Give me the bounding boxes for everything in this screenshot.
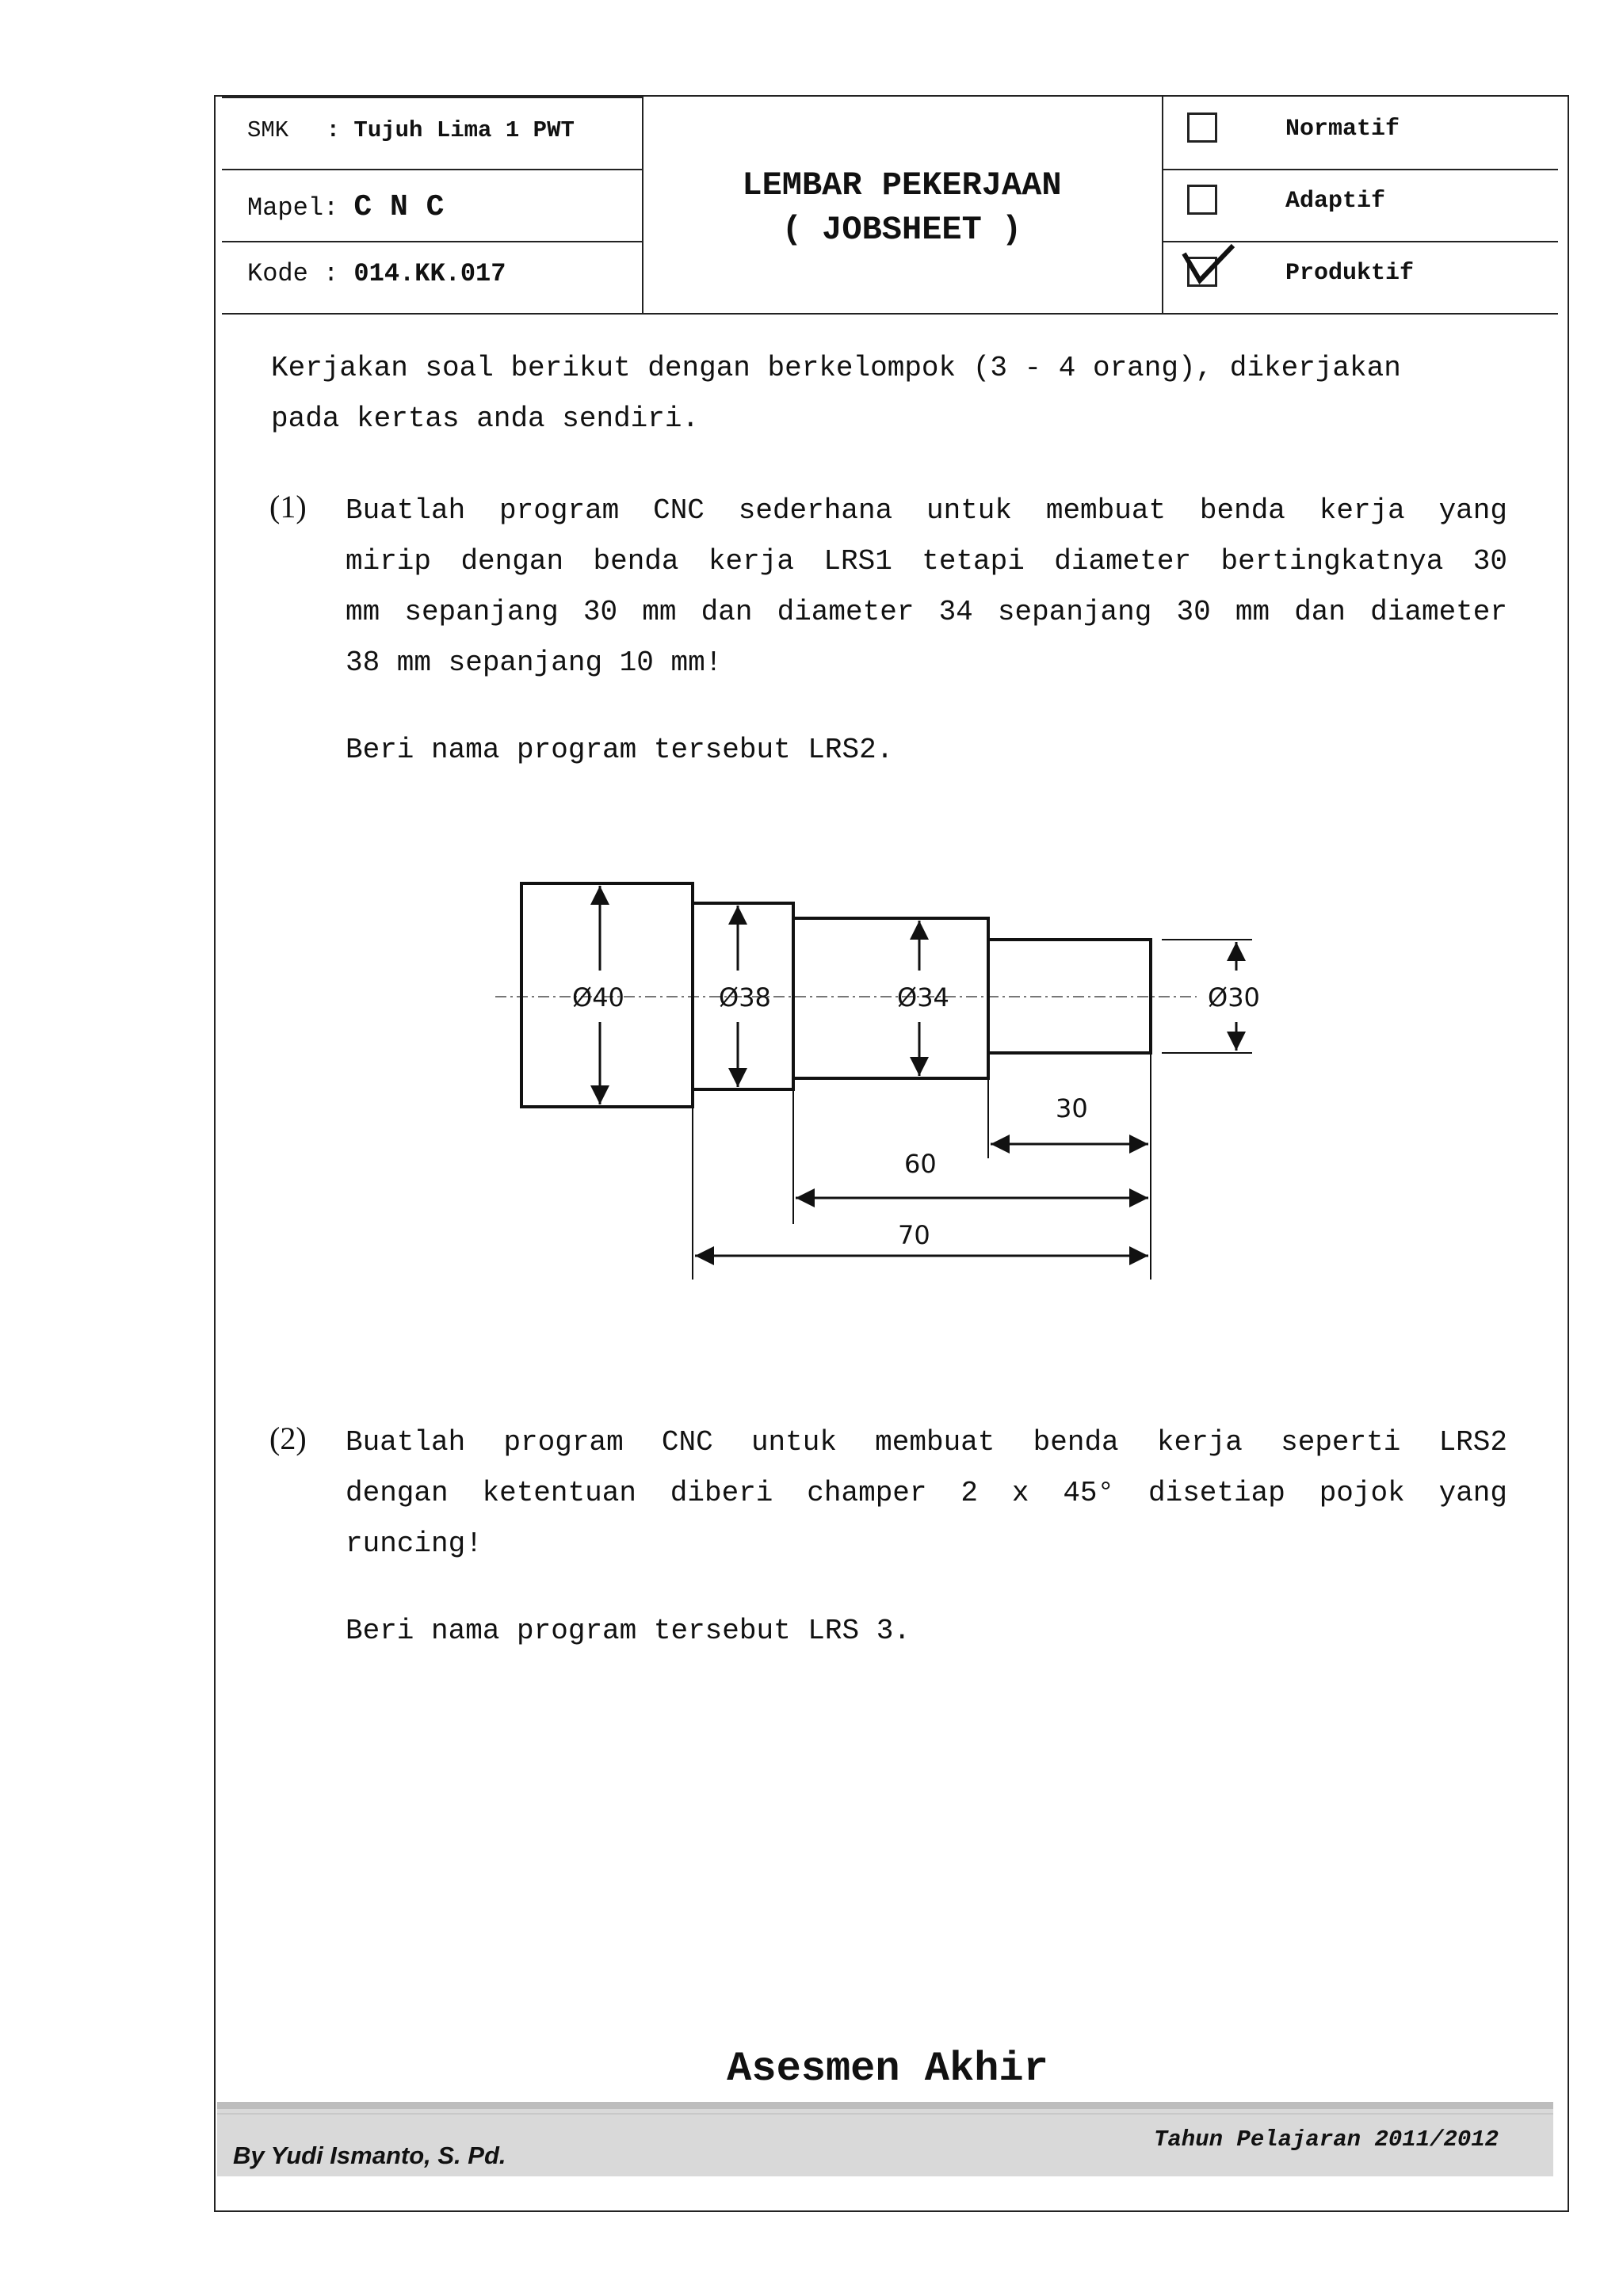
title-line-2: ( JOBSHEET ) — [781, 211, 1022, 249]
intro-line-1: Kerjakan soal berikut dengan berkelompok (3 - 4 orang), dikerjakan — [271, 352, 1401, 384]
header-line-top — [222, 97, 642, 98]
kode-row — [247, 259, 506, 288]
adaptif-label: Adaptif — [1285, 188, 1386, 215]
mapel-label: Mapel: — [247, 193, 339, 223]
label-dim30: 30 — [1056, 1093, 1088, 1123]
task1-line-2: mirip dengan benda kerja LRS1 tetapi diameter bertingkatnya 30 — [346, 545, 1507, 578]
task1-line-4: 38 mm sepanjang 10 mm! — [346, 646, 723, 679]
task1-line-1: Buatlah program CNC sederhana untuk membuat benda kerja yang — [346, 494, 1507, 527]
step-d34 — [793, 918, 988, 1078]
label-d38: Ø38 — [719, 982, 771, 1013]
author-credit: By Yudi Ismanto, S. Pd. — [233, 2142, 506, 2169]
kode-value: 014.KK.017 — [353, 259, 506, 288]
mapel-value: C N C — [353, 190, 445, 224]
task2-text — [346, 1417, 1507, 1569]
check-mark-icon — [1181, 242, 1236, 290]
header-divider-right — [1162, 97, 1163, 315]
document-title — [644, 163, 1159, 252]
header-line-1 — [222, 169, 642, 170]
task1-line-3: mm sepanjang 30 mm dan diameter 34 sepanjang 30 mm dan diameter — [346, 596, 1507, 628]
asesmen-title: Asesmen Akhir — [727, 2046, 1048, 2092]
label-dim60: 60 — [904, 1149, 937, 1179]
academic-year: Tahun Pelajaran 2011/2012 — [1154, 2126, 1499, 2153]
intro-line-2: pada kertas anda sendiri. — [271, 402, 700, 435]
task2-number: (2) — [269, 1421, 307, 1456]
task1-text — [346, 486, 1507, 688]
smk-value: : Tujuh Lima 1 PWT — [326, 117, 575, 143]
label-dim70: 70 — [898, 1220, 930, 1250]
label-d30: Ø30 — [1208, 982, 1260, 1013]
header-divider-left — [642, 97, 643, 315]
normatif-label: Normatif — [1285, 116, 1400, 143]
task2-name-line: Beri nama program tersebut LRS 3. — [346, 1615, 911, 1647]
stepped-shaft-drawing — [475, 856, 1292, 1299]
kode-label: Kode : — [247, 259, 339, 288]
header-line-2 — [1162, 169, 1558, 170]
adaptif-checkbox[interactable] — [1187, 185, 1217, 215]
title-line-1: LEMBAR PEKERJAAN — [742, 166, 1062, 204]
task1-name-line: Beri nama program tersebut LRS2. — [346, 734, 894, 766]
task2-line-1: Buatlah program CNC untuk membuat benda kerja seperti LRS2 — [346, 1426, 1507, 1459]
task1-number: (1) — [269, 489, 307, 524]
header-line-bottom — [222, 313, 1558, 315]
mapel-row — [247, 190, 444, 224]
produktif-label: Produktif — [1285, 260, 1415, 287]
normatif-checkbox[interactable] — [1187, 113, 1217, 143]
task2-line-3: runcing! — [346, 1527, 483, 1560]
task2-line-2: dengan ketentuan diberi champer 2 x 45° disetiap pojok yang — [346, 1477, 1507, 1509]
label-d40: Ø40 — [572, 982, 624, 1013]
smk-label: SMK — [247, 117, 289, 143]
smk-row — [247, 117, 575, 143]
header-line-3 — [222, 241, 642, 242]
label-d34: Ø34 — [897, 982, 949, 1013]
